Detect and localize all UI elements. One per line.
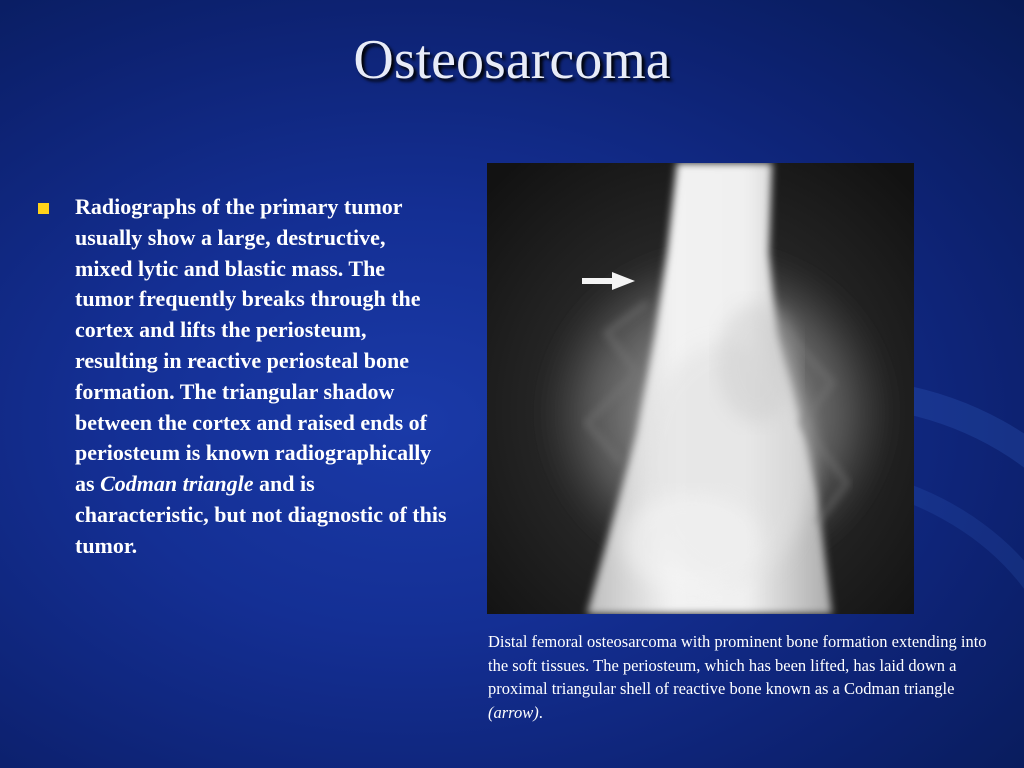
bullet-text-end: and is characteristic, but not diagnostic of this tumor.: [75, 471, 447, 558]
femur-radiograph-drawing: [487, 163, 914, 614]
radiograph-image: [487, 163, 914, 614]
image-caption: [488, 630, 988, 724]
bullet-term-codman-triangle: Codman triangle: [100, 471, 254, 497]
bullet-text-main: Radiographs of the primary tumor usually show a large, destructive, mixed lytic and blastic mass. The tumor frequently breaks through the cortex and lifts the periosteum, resulting in reactive periosteal bone formation. The triangular shadow between the cortex and raised ends of periosteum is known radiographically as: [75, 194, 432, 497]
bullet-text: [75, 192, 448, 562]
square-bullet-icon: [38, 203, 49, 214]
bullet-item: [36, 192, 448, 562]
caption-text: Distal femoral osteosarcoma with prominent bone formation extending into the soft tissues. The periosteum, which has been lifted, has laid down a proximal triangular shell of reactive bone known as a Codman triangle: [488, 632, 987, 698]
caption-arrow-note: (arrow): [488, 702, 539, 722]
slide-title: Osteosarcoma: [353, 29, 671, 91]
caption-end: .: [538, 702, 543, 722]
